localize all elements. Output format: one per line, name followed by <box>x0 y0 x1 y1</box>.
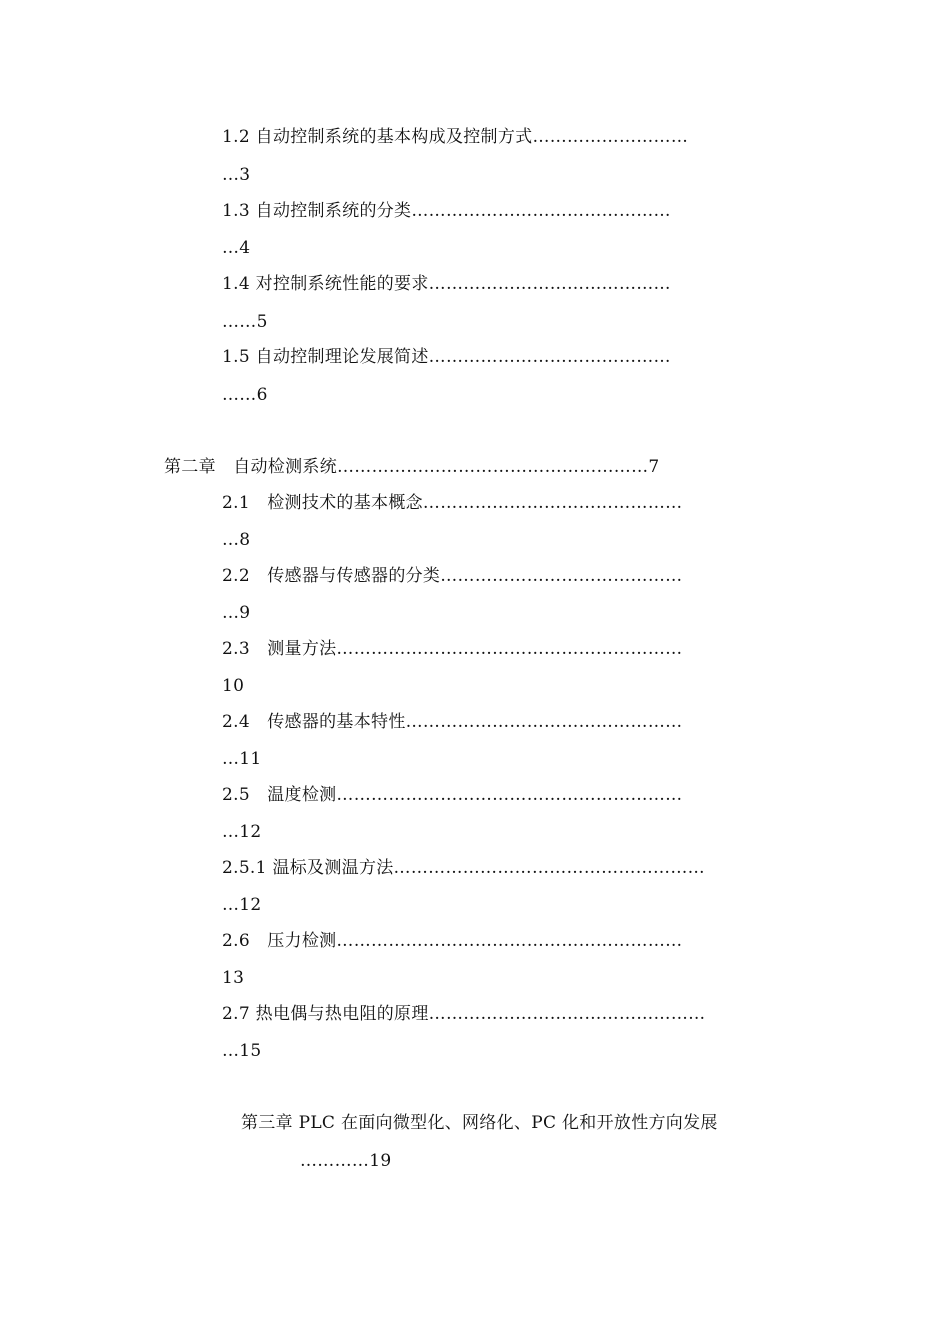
toc-entry-2-2-page: …9 <box>222 603 251 623</box>
toc-entry-1-2[interactable]: 1.2 自动控制系统的基本构成及控制方式……………………… <box>222 127 689 147</box>
toc-entry-1-3[interactable]: 1.3 自动控制系统的分类……………………………………… <box>222 201 671 221</box>
toc-entry-1-2-page: …3 <box>222 165 251 185</box>
toc-chapter-3-title[interactable]: 第三章 PLC 在面向微型化、网络化、PC 化和开放性方向发展 <box>241 1113 718 1133</box>
toc-entry-2-6[interactable]: 2.6 压力检测…………………………………………………… <box>222 931 683 951</box>
toc-entry-2-5-page: …12 <box>222 822 262 842</box>
toc-entry-2-5[interactable]: 2.5 温度检测…………………………………………………… <box>222 785 683 805</box>
toc-entry-2-3-page: 10 <box>222 676 245 696</box>
toc-entry-2-7-page: …15 <box>222 1041 262 1061</box>
toc-entry-2-5-1-page: …12 <box>222 895 262 915</box>
toc-entry-1-5-page: ……6 <box>222 385 268 405</box>
toc-entry-1-5[interactable]: 1.5 自动控制理论发展简述…………………………………… <box>222 347 671 367</box>
toc-entry-2-2[interactable]: 2.2 传感器与传感器的分类…………………………………… <box>222 566 683 586</box>
toc-entry-2-1[interactable]: 2.1 检测技术的基本概念……………………………………… <box>222 493 683 513</box>
toc-chapter-3-page: …………19 <box>300 1151 392 1171</box>
toc-entry-2-5-1[interactable]: 2.5.1 温标及测温方法……………………………………………… <box>222 858 705 878</box>
toc-entry-2-1-page: …8 <box>222 530 251 550</box>
toc-chapter-2-title[interactable]: 第二章 自动检测系统………………………………………………7 <box>164 457 660 477</box>
toc-entry-2-4[interactable]: 2.4 传感器的基本特性………………………………………… <box>222 712 683 732</box>
toc-entry-1-3-page: …4 <box>222 238 251 258</box>
toc-entry-2-7[interactable]: 2.7 热电偶与热电阻的原理………………………………………… <box>222 1004 706 1024</box>
toc-entry-2-6-page: 13 <box>222 968 245 988</box>
toc-entry-1-4-page: ……5 <box>222 312 268 332</box>
toc-entry-1-4[interactable]: 1.4 对控制系统性能的要求…………………………………… <box>222 274 671 294</box>
toc-entry-2-4-page: …11 <box>222 749 262 769</box>
toc-entry-2-3[interactable]: 2.3 测量方法…………………………………………………… <box>222 639 683 659</box>
